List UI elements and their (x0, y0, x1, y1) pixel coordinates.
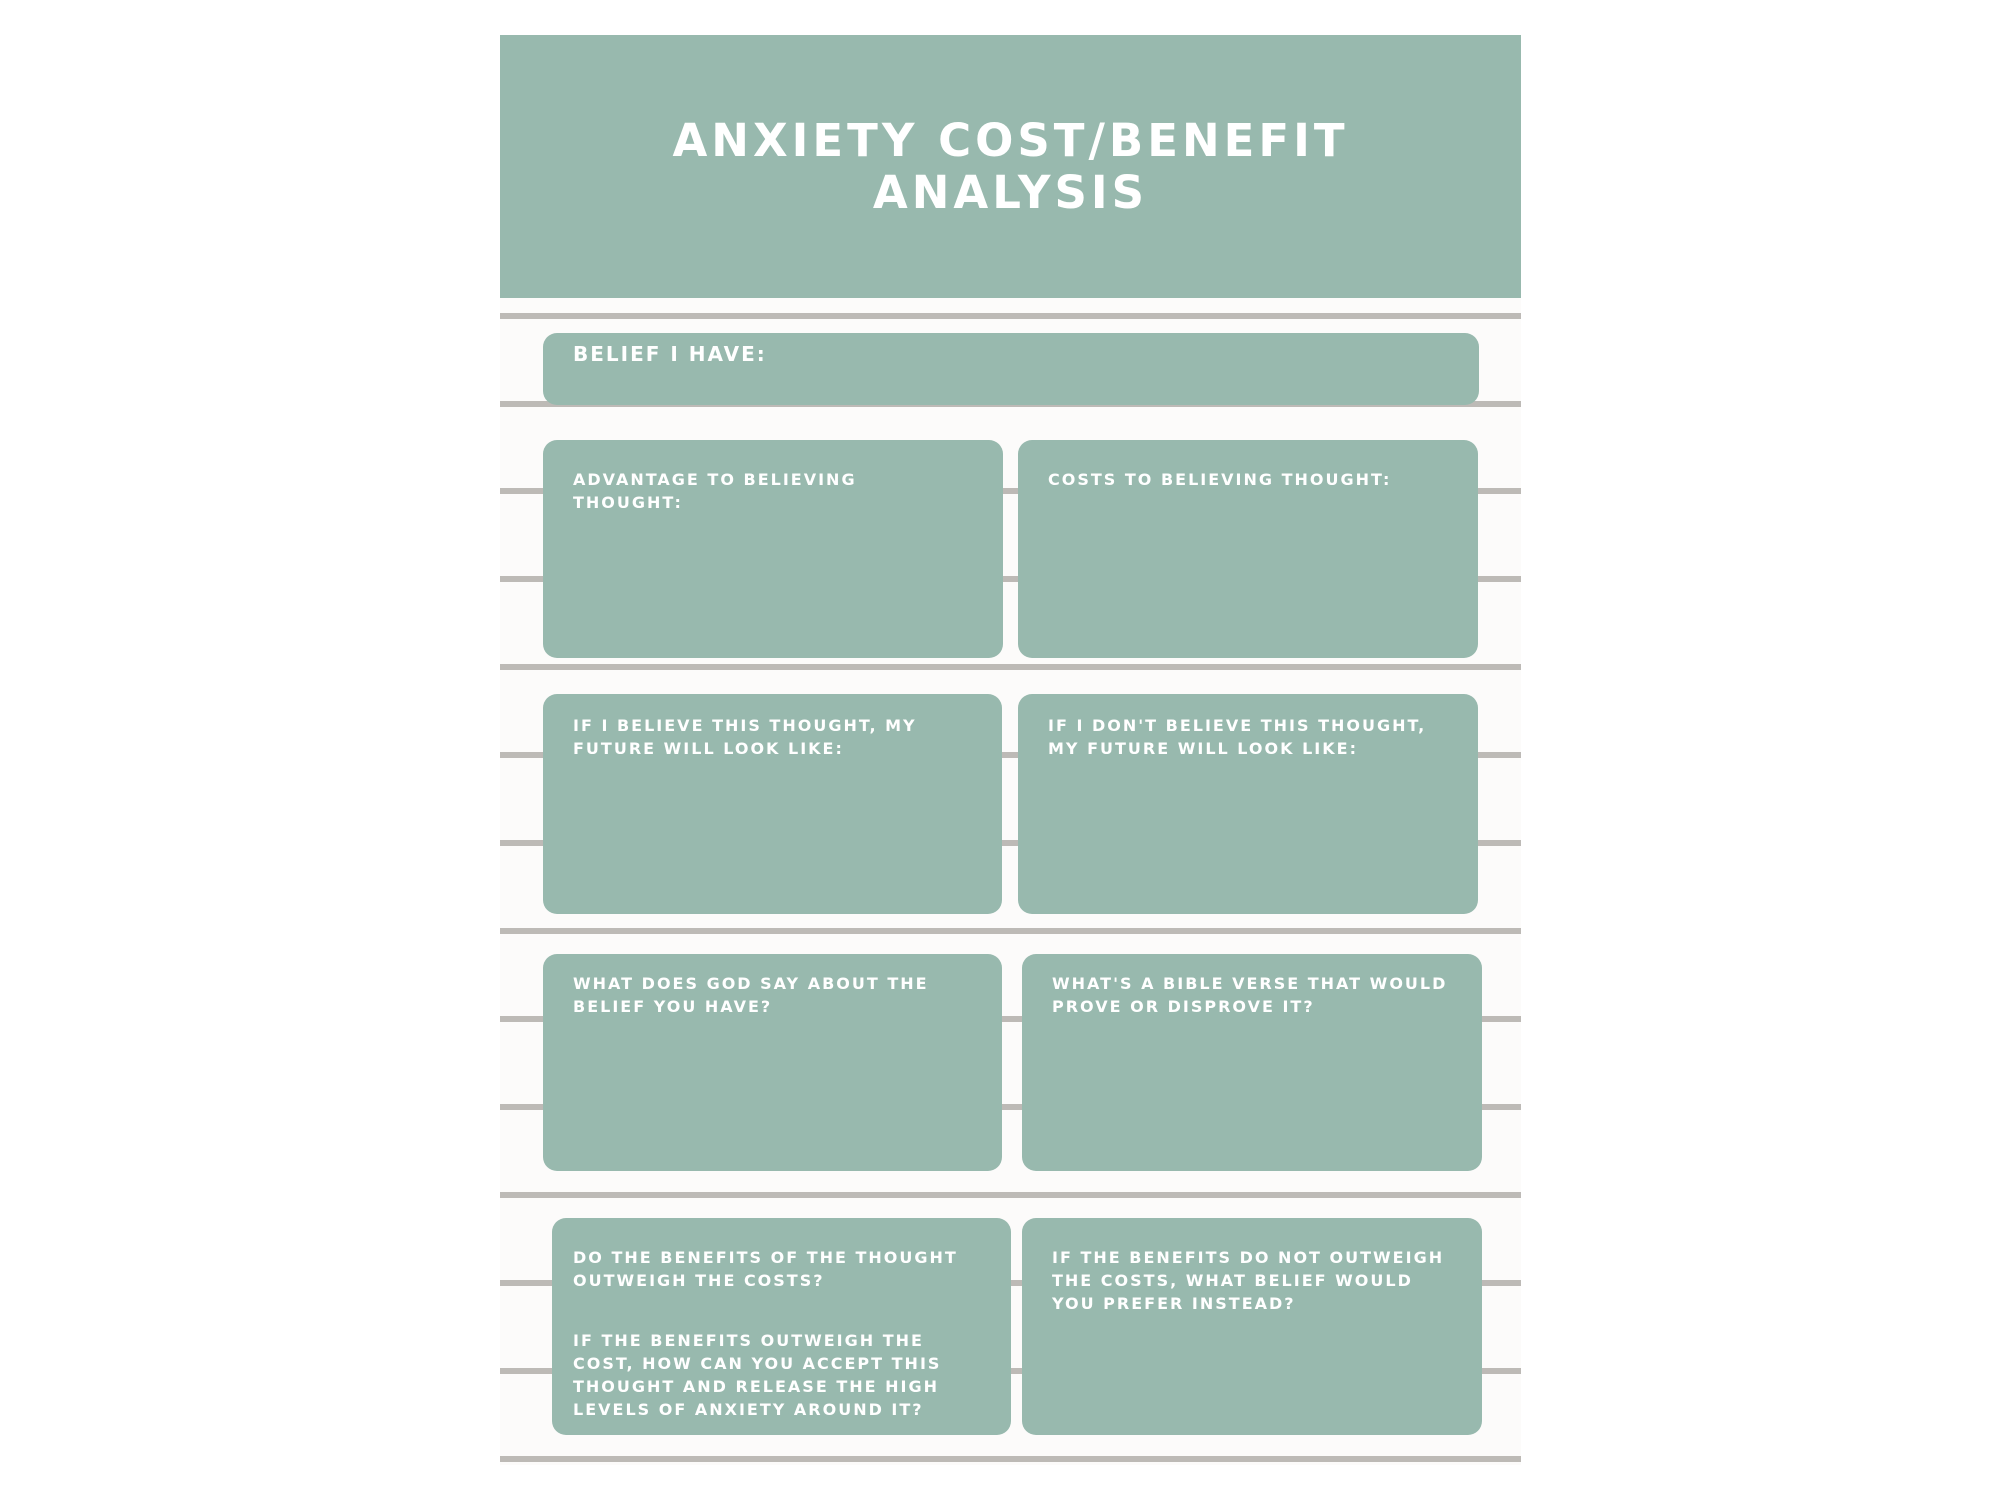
worksheet-title (672, 115, 1348, 219)
belief-label: BELIEF I HAVE: (573, 342, 767, 366)
advantage-box[interactable] (543, 440, 1003, 658)
future-believe-box[interactable] (543, 694, 1002, 914)
ruled-line (500, 664, 1521, 670)
costs-box[interactable] (1018, 440, 1478, 658)
bible-verse-label: WHAT'S A BIBLE VERSE THAT WOULD PROVE OR DISPROVE IT? (1052, 974, 1448, 1016)
future-dont-believe-label: IF I DON'T BELIEVE THIS THOUGHT, MY FUTURE WILL LOOK LIKE: (1048, 716, 1427, 758)
belief-field[interactable] (543, 333, 1479, 405)
advantage-label: ADVANTAGE TO BELIEVING THOUGHT: (573, 470, 857, 512)
future-believe-label: IF I BELIEVE THIS THOUGHT, MY FUTURE WILL LOOK LIKE: (573, 716, 917, 758)
prefer-instead-label: IF THE BENEFITS DO NOT OUTWEIGH THE COSTS, WHAT BELIEF WOULD YOU PREFER INSTEAD? (1052, 1248, 1445, 1313)
future-dont-believe-box[interactable] (1018, 694, 1478, 914)
worksheet-header (500, 35, 1521, 298)
ruled-line (500, 1192, 1521, 1198)
bible-verse-box[interactable] (1022, 954, 1482, 1171)
ruled-line (500, 1456, 1521, 1462)
prefer-instead-box[interactable] (1022, 1218, 1482, 1435)
benefits-outweigh-label: DO THE BENEFITS OF THE THOUGHT OUTWEIGH THE COSTS? (573, 1248, 958, 1290)
worksheet-page (500, 35, 1521, 1465)
benefits-outweigh-box[interactable] (552, 1218, 1011, 1435)
accept-release-label: IF THE BENEFITS OUTWEIGH THE COST, HOW CAN YOU ACCEPT THIS THOUGHT AND RELEASE THE HIGH LEVELS OF ANXIETY AROUND IT? (573, 1331, 942, 1419)
title-line-1: ANXIETY COST/BENEFIT (672, 113, 1349, 167)
god-says-box[interactable] (543, 954, 1002, 1171)
ruled-line (500, 313, 1521, 319)
ruled-line (500, 928, 1521, 934)
costs-label: COSTS TO BELIEVING THOUGHT: (1048, 470, 1392, 489)
title-line-2: ANALYSIS (872, 165, 1149, 219)
god-says-label: WHAT DOES GOD SAY ABOUT THE BELIEF YOU HAVE? (573, 974, 929, 1016)
